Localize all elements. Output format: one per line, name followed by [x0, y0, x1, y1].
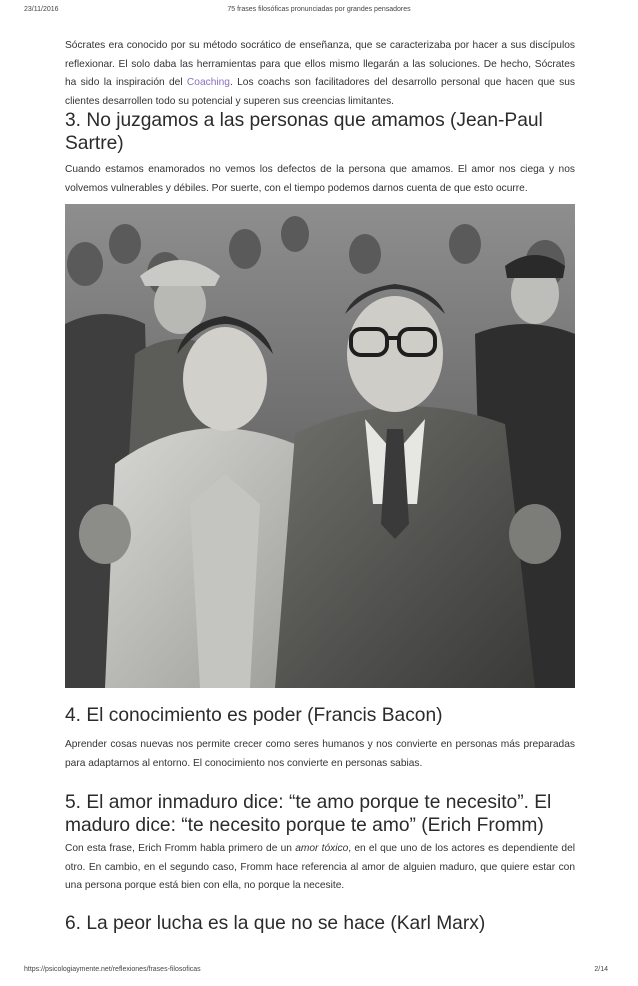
photo-illustration [65, 204, 575, 688]
print-page-number: 2/14 [594, 966, 608, 973]
section-4-heading: 4. El conocimiento es poder (Francis Bacon) [65, 705, 443, 726]
print-footer [0, 966, 638, 980]
print-page-title: 75 frases filosóficas pronunciadas por grandes pensadores [227, 6, 411, 13]
section-3-heading: 3. No juzgamos a las personas que amamos (Jean-Paul Sartre) [65, 110, 543, 154]
print-date: 23/11/2016 [24, 6, 59, 13]
coaching-link[interactable]: Coaching [186, 77, 230, 88]
section-5-paragraph [65, 840, 575, 896]
section-5-text-start: Con esta frase, Erich Fromm habla primero de un [65, 843, 296, 854]
section-4-paragraph: Aprender cosas nuevas nos permite crecer como seres humanos y nos convierte en personas más preparadas para adaptarnos al entorno. El conocimiento nos convierte en personas sabias. [65, 739, 575, 769]
intro-paragraph [65, 37, 575, 111]
section-5-text-end: , en el que uno de los actores es dependiente del otro. En cambio, en el segundo caso, Fromm hace referencia al amor de alguien maduro, que quiere estar con una persona porque está bien con ella, no porque la necesite. [65, 843, 576, 891]
section-5-heading: 5. El amor inmaduro dice: “te amo porque te necesito”. El maduro dice: “te necesito porque te amo” (Erich Fromm) [65, 792, 552, 836]
intro-text-end: . Los coachs son facilitadores del desarrollo personal que hacen que sus clientes desarrollen todo su potencial y superen sus creencias limitantes. [65, 77, 575, 107]
intro-text-start: Sócrates era conocido por su método socrático de enseñanza, que se caracterizaba por hacer a sus discípulos reflexionar. El solo daba las herramientas para que ellos mismo llegarán a las soluciones. De hecho, Sócrates ha sido la inspiración del [65, 40, 575, 88]
section-5-emphasis: amor tóxico [295, 843, 349, 854]
print-url: https://psicologiaymente.net/reflexiones/frases-filosoficas [24, 966, 201, 973]
section-3-paragraph: Cuando estamos enamorados no vemos los defectos de la persona que amamos. El amor nos ciega y nos volvemos vulnerables y débiles. Por suerte, con el tiempo podemos darnos cuenta de que esto ocurre. [65, 164, 575, 194]
print-header [0, 6, 638, 20]
section-6-heading: 6. La peor lucha es la que no se hace (Karl Marx) [65, 913, 486, 934]
article-photo [65, 204, 575, 688]
